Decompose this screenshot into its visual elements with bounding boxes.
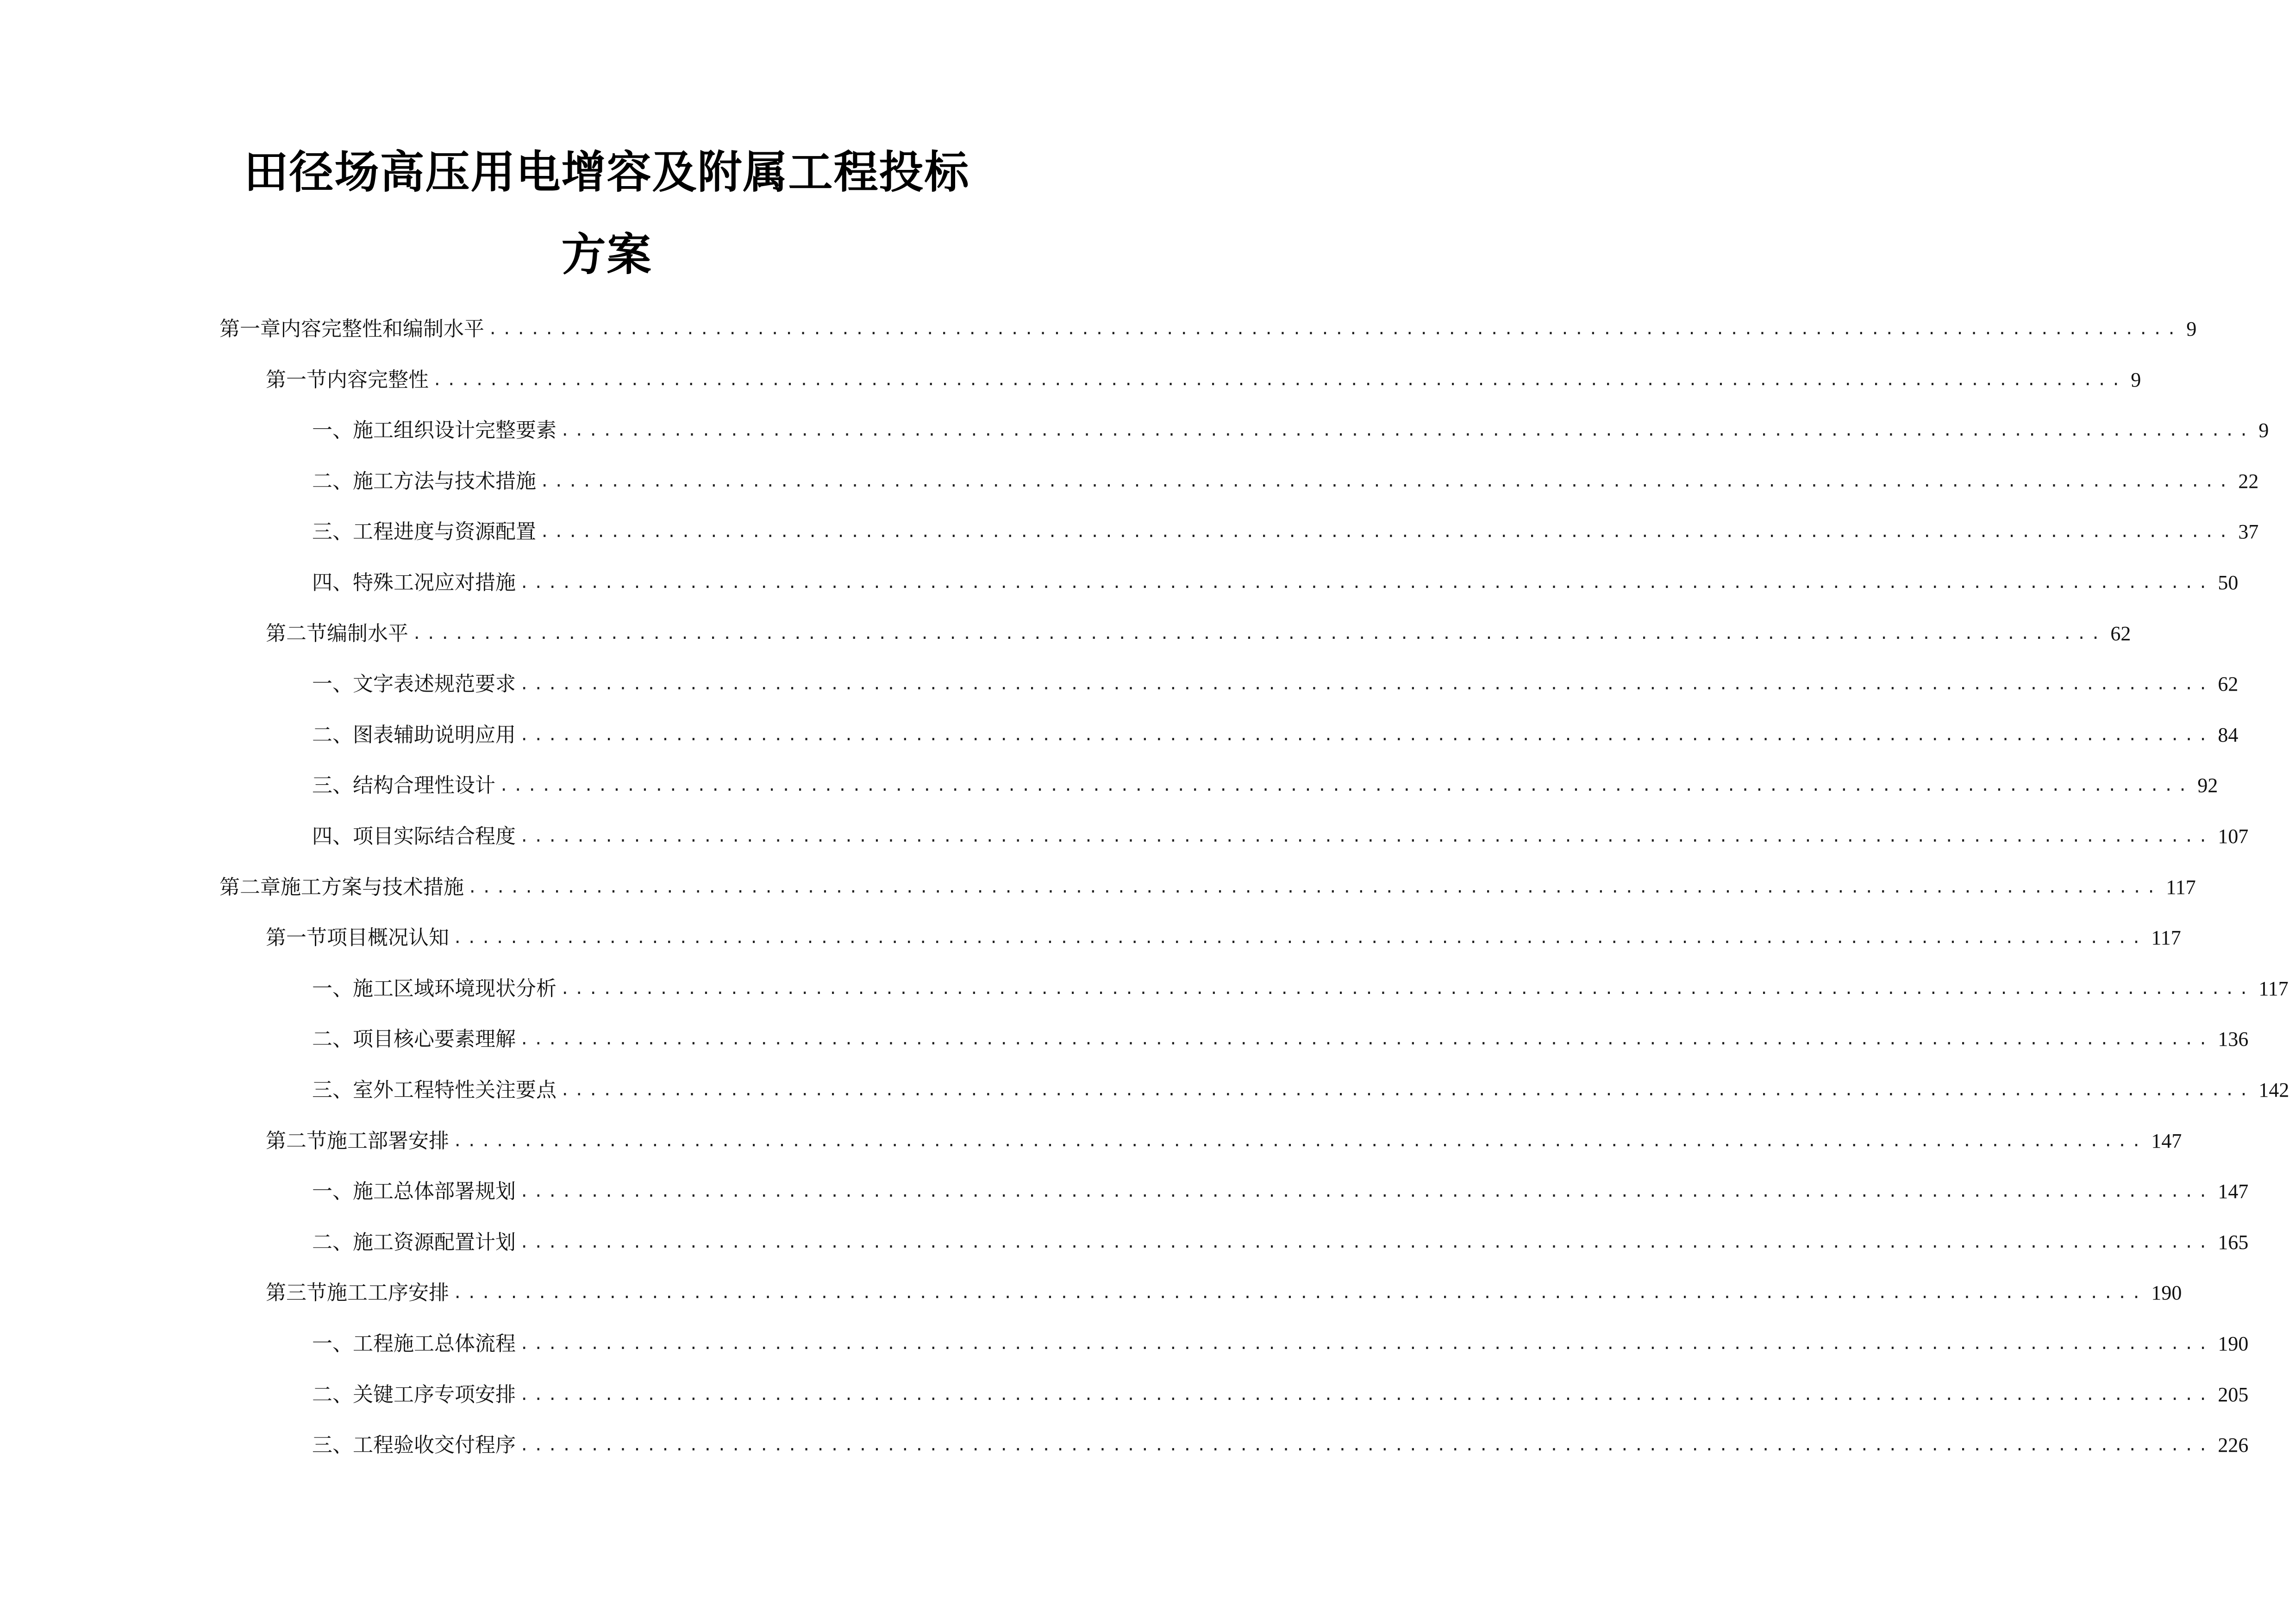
toc-entry[interactable] [312, 769, 2218, 802]
toc-entry-marker: 一、 [312, 418, 353, 443]
document-title-line-2: 方案 [561, 229, 652, 281]
toc-entry-marker: 四、 [312, 571, 353, 594]
toc-entry-page-number: 226 [2218, 1434, 2249, 1457]
toc-dot-leader: ........................................................................................................................ [519, 1233, 2213, 1252]
toc-entry-label: 施工总体部署规划 [353, 1180, 516, 1204]
toc-entry-label: 关键工序专项安排 [353, 1382, 516, 1406]
toc-entry[interactable] [312, 820, 2249, 853]
toc-entry-page-number: 50 [2218, 571, 2239, 594]
toc-entry[interactable] [219, 871, 2196, 904]
toc-entry-page-number: 205 [2218, 1383, 2249, 1406]
toc-dot-leader: ........................................................................................................................ [519, 675, 2213, 694]
toc-entry[interactable] [266, 1125, 2182, 1157]
toc-entry-marker: 二、 [312, 1230, 353, 1254]
toc-entry-page-number: 165 [2218, 1230, 2249, 1254]
toc-dot-leader: ........................................................................................................................ [412, 624, 2105, 643]
toc-entry-label: 施工方法与技术措施 [353, 469, 536, 493]
toc-entry-page-number: 62 [2218, 673, 2239, 696]
toc-entry-page-number: 147 [2218, 1180, 2249, 1203]
toc-entry-marker: 第二节 [266, 621, 327, 645]
toc-entry-marker: 第一节 [266, 368, 327, 392]
toc-entry-label: 施工组织设计完整要素 [353, 418, 557, 443]
toc-entry-page-number: 190 [2218, 1332, 2249, 1355]
toc-entry-page-number: 136 [2218, 1028, 2249, 1051]
toc-dot-leader: ........................................................................................................................ [519, 574, 2213, 592]
toc-entry-marker: 四、 [312, 824, 353, 848]
toc-entry-label: 工程进度与资源配置 [353, 520, 536, 544]
toc-entry-marker: 第二节 [266, 1129, 327, 1153]
toc-entry-page-number: 62 [2110, 622, 2131, 645]
toc-entry[interactable] [312, 414, 2269, 447]
toc-entry-marker: 一、 [312, 672, 353, 696]
toc-dot-leader: ........................................................................................................................ [519, 827, 2213, 846]
toc-entry-label: 工程施工总体流程 [353, 1332, 516, 1355]
toc-entry-page-number: 9 [2258, 419, 2269, 442]
toc-entry-marker: 二、 [312, 1027, 353, 1051]
toc-entry-marker: 二、 [312, 469, 353, 493]
toc-entry-marker: 一、 [312, 976, 353, 1000]
toc-entry-label: 内容完整性和编制水平 [281, 317, 484, 341]
toc-dot-leader: ........................................................................................................................ [453, 1284, 2146, 1303]
toc-entry[interactable] [312, 1023, 2249, 1056]
toc-entry-label: 项目核心要素理解 [353, 1027, 516, 1051]
toc-entry[interactable] [219, 313, 2197, 345]
toc-entry[interactable] [312, 973, 2289, 1005]
toc-entry[interactable] [312, 516, 2259, 548]
document-title-line-1: 田径场高压用电增容及附属工程投标 [244, 146, 970, 198]
toc-dot-leader: ........................................................................................................................ [468, 878, 2161, 897]
toc-entry[interactable] [312, 1175, 2249, 1208]
toc-dot-leader: ........................................................................................................................ [488, 320, 2181, 338]
toc-entry-label: 工程验收交付程序 [353, 1433, 516, 1457]
toc-entry[interactable] [312, 1379, 2249, 1411]
toc-dot-leader: ........................................................................................................................ [519, 1335, 2213, 1353]
toc-entry[interactable] [312, 1328, 2249, 1360]
toc-entry-page-number: 117 [2151, 926, 2181, 949]
toc-entry[interactable] [266, 364, 2141, 396]
toc-entry-marker: 二、 [312, 723, 353, 747]
toc-entry[interactable] [266, 618, 2131, 650]
toc-dot-leader: ........................................................................................................................ [519, 1436, 2213, 1455]
toc-entry-label: 室外工程特性关注要点 [353, 1078, 557, 1102]
toc-entry-page-number: 37 [2238, 520, 2259, 543]
toc-entry-label: 结构合理性设计 [353, 774, 495, 798]
toc-dot-leader: ........................................................................................................................ [560, 1081, 2253, 1099]
toc-entry-page-number: 84 [2218, 723, 2239, 746]
toc-entry-marker: 第三节 [266, 1281, 327, 1305]
toc-entry-label: 施工资源配置计划 [353, 1230, 516, 1254]
toc-entry[interactable] [312, 1226, 2249, 1259]
toc-entry-page-number: 142 [2258, 1079, 2289, 1101]
toc-entry-marker: 三、 [312, 520, 353, 544]
toc-dot-leader: ........................................................................................................................ [432, 370, 2126, 389]
toc-entry-marker: 第二章 [219, 875, 281, 899]
toc-entry-label: 施工区域环境现状分析 [353, 976, 557, 1000]
toc-entry[interactable] [312, 465, 2259, 498]
toc-entry-marker: 第一节 [266, 926, 327, 950]
toc-entry-label: 项目概况认知 [327, 926, 449, 950]
toc-entry-marker: 第一章 [219, 317, 281, 341]
toc-dot-leader: ........................................................................................................................ [453, 1131, 2146, 1150]
toc-entry-page-number: 22 [2238, 469, 2259, 493]
toc-entry-page-number: 9 [2131, 368, 2141, 391]
toc-dot-leader: ........................................................................................................................ [519, 725, 2213, 744]
toc-entry[interactable] [312, 1429, 2249, 1462]
toc-entry-page-number: 92 [2197, 774, 2218, 797]
toc-dot-leader: ........................................................................................................................ [540, 472, 2233, 491]
toc-entry-marker: 一、 [312, 1332, 353, 1355]
toc-entry-marker: 二、 [312, 1382, 353, 1406]
toc-dot-leader: ........................................................................................................................ [499, 776, 2192, 795]
toc-entry-page-number: 190 [2151, 1281, 2182, 1305]
toc-entry-label: 特殊工况应对措施 [353, 571, 516, 594]
toc-entry-label: 编制水平 [327, 621, 408, 645]
toc-entry[interactable] [312, 567, 2239, 599]
toc-entry-page-number: 107 [2218, 825, 2249, 848]
toc-entry-label: 施工工序安排 [327, 1281, 449, 1305]
toc-entry[interactable] [312, 668, 2239, 700]
toc-entry[interactable] [312, 1074, 2289, 1106]
toc-entry-page-number: 9 [2186, 318, 2197, 340]
toc-dot-leader: ........................................................................................................................ [560, 979, 2253, 998]
toc-entry-marker: 三、 [312, 1433, 353, 1457]
toc-entry-page-number: 117 [2166, 875, 2196, 899]
toc-entry-label: 项目实际结合程度 [353, 824, 516, 848]
toc-entry-label: 图表辅助说明应用 [353, 723, 516, 747]
toc-dot-leader: ........................................................................................................................ [519, 1385, 2213, 1404]
toc-entry-label: 施工方案与技术措施 [281, 875, 464, 899]
toc-entry-label: 施工部署安排 [327, 1129, 449, 1153]
toc-dot-leader: ........................................................................................................................ [540, 523, 2233, 542]
toc-entry-label: 内容完整性 [327, 368, 429, 392]
toc-dot-leader: ........................................................................................................................ [560, 421, 2253, 440]
toc-dot-leader: ........................................................................................................................ [453, 929, 2146, 948]
toc-dot-leader: ........................................................................................................................ [519, 1182, 2213, 1201]
toc-entry[interactable] [312, 719, 2239, 751]
toc-entry-marker: 三、 [312, 1078, 353, 1102]
toc-entry-marker: 三、 [312, 774, 353, 798]
toc-entry-page-number: 117 [2258, 977, 2289, 1000]
toc-entry-marker: 一、 [312, 1180, 353, 1204]
toc-dot-leader: ........................................................................................................................ [519, 1030, 2213, 1049]
toc-entry-label: 文字表述规范要求 [353, 672, 516, 696]
toc-entry[interactable] [266, 922, 2181, 954]
toc-entry[interactable] [266, 1277, 2182, 1309]
toc-entry-page-number: 147 [2151, 1129, 2182, 1152]
